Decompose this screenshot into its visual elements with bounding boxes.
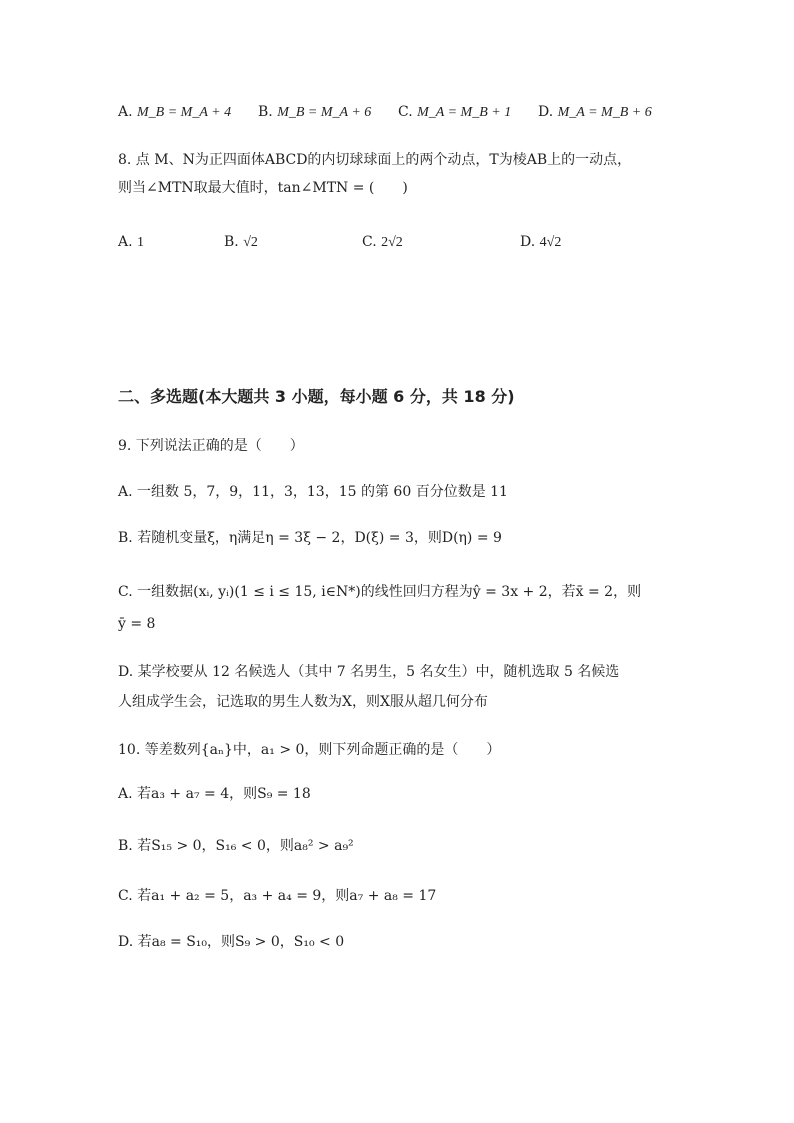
q9-option-c-line1: C. 一组数据(xᵢ, yᵢ)(1 ≤ i ≤ 15, i∈N*)的线性回归方程为ŷ = 3x + 2，若x̄ = 2，则	[118, 584, 642, 600]
q8-stem-line1: 8. 点 M、N为正四面体ABCD的内切球球面上的两个动点，T为棱AB上的一动点，	[118, 152, 632, 168]
q8-option-b-expr: √2	[243, 235, 258, 250]
q7-option-a-expr: M_B = M_A + 4	[137, 105, 232, 120]
q9-option-a: A. 一组数 5，7，9，11，3，13，15 的第 60 百分位数是 11	[118, 484, 508, 500]
q7-option-b-label: B.	[258, 104, 273, 120]
q7-option-d-expr: M_A = M_B + 6	[557, 105, 652, 120]
q9-option-b: B. 若随机变量ξ，η满足η = 3ξ − 2，D(ξ) = 3，则D(η) = 9	[118, 530, 502, 546]
q8-option-d	[520, 232, 561, 253]
q8-option-b	[224, 232, 258, 253]
q7-option-a-label: A.	[118, 104, 133, 120]
section-title: 二、多选题(本大题共 3 小题，每小题 6 分，共 18 分)	[118, 387, 515, 406]
q10-option-a: A. 若a₃ + a₇ = 4，则S₉ = 18	[118, 786, 311, 802]
q9-stem: 9. 下列说法正确的是（ ）	[118, 438, 304, 454]
q7-option-c-expr: M_A = M_B + 1	[417, 105, 512, 120]
q8-stem-line2: 则当∠MTN取最大值时，tan∠MTN = ( )	[118, 180, 408, 196]
q7-option-a	[118, 102, 231, 123]
q8-option-d-expr: 4√2	[539, 235, 562, 250]
q8-option-c-expr: 2√2	[381, 235, 403, 250]
q8-option-c	[362, 232, 403, 253]
q10-option-b: B. 若S₁₅ > 0，S₁₆ < 0，则a₈² > a₉²	[118, 838, 354, 854]
q9-option-d-line1: D. 某学校要从 12 名候选人（其中 7 名男生，5 名女生）中，随机选取 5 名候选	[118, 664, 620, 680]
q7-option-d	[538, 102, 652, 123]
q10-option-d: D. 若a₈ = S₁₀，则S₉ > 0，S₁₀ < 0	[118, 934, 345, 950]
q9-option-d-line2: 人组成学生会，记选取的男生人数为X，则X服从超几何分布	[118, 694, 488, 710]
q10-stem: 10. 等差数列{aₙ}中，a₁ > 0，则下列命题正确的是（ ）	[118, 742, 501, 758]
q10-option-c: C. 若a₁ + a₂ = 5，a₃ + a₄ = 9，则a₇ + a₈ = 17	[118, 888, 437, 904]
q7-option-b-expr: M_B = M_A + 6	[277, 105, 372, 120]
q8-option-d-label: D.	[520, 234, 536, 250]
q7-option-b	[258, 102, 371, 123]
q8-option-a-label: A.	[118, 234, 133, 250]
q7-option-d-label: D.	[538, 104, 554, 120]
q8-option-c-label: C.	[362, 234, 377, 250]
q8-option-b-label: B.	[224, 234, 239, 250]
q7-option-c-label: C.	[398, 104, 413, 120]
q9-option-c-line2: ȳ = 8	[118, 616, 156, 632]
q8-option-a	[118, 232, 144, 253]
q7-option-c	[398, 102, 511, 123]
q8-option-a-expr: 1	[137, 235, 145, 250]
